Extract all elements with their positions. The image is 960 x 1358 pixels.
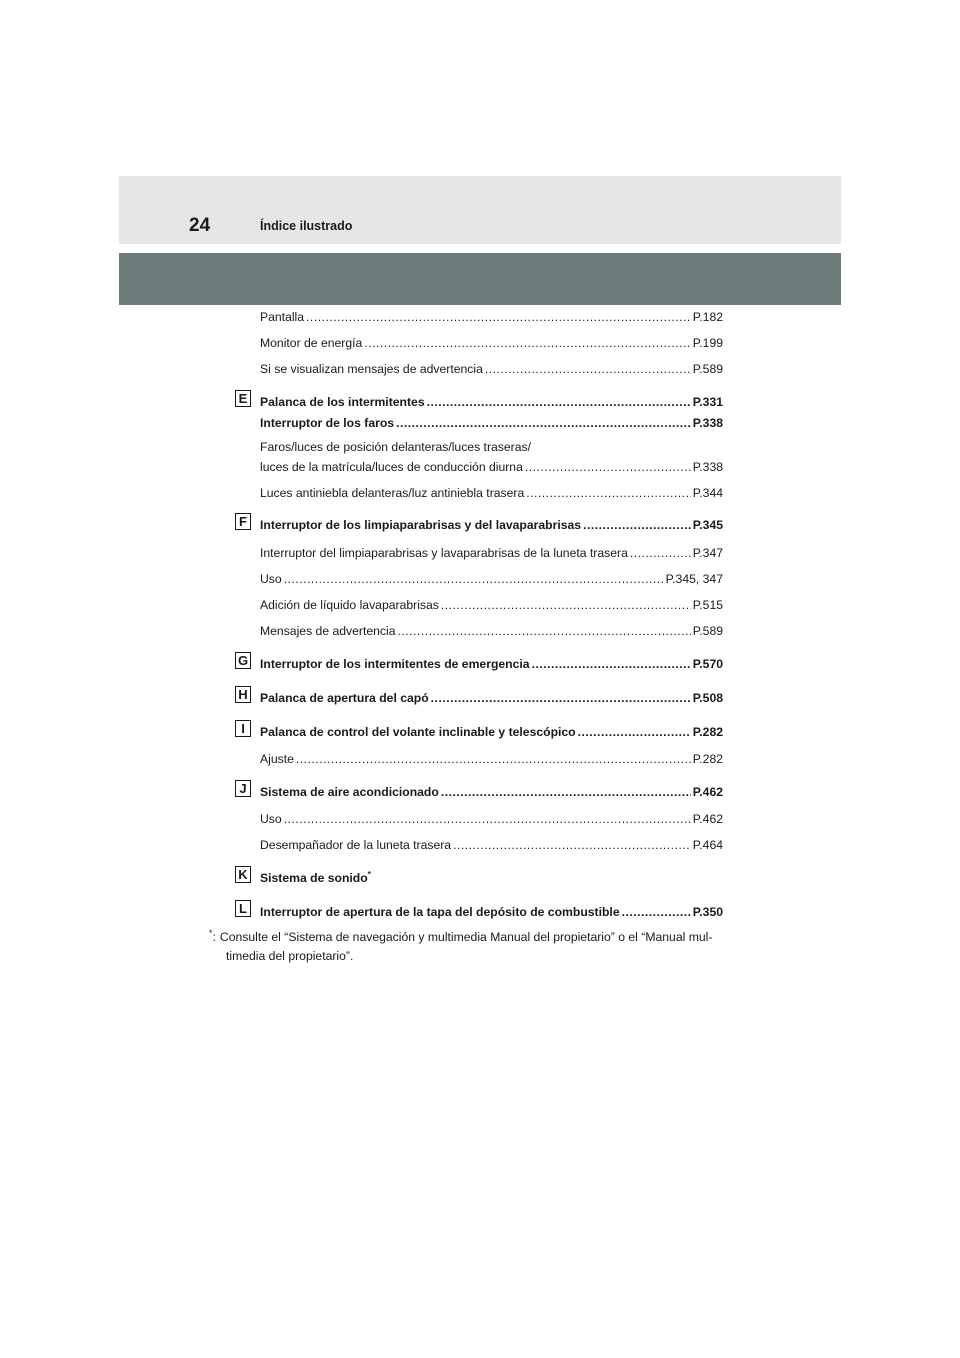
dot-leader [396, 416, 691, 431]
entry-page-ref[interactable]: P.462 [692, 812, 723, 826]
index-entry-heading[interactable] [260, 871, 723, 886]
callout-letter-j: J [235, 780, 251, 797]
entry-label: Interruptor de los faros [260, 416, 395, 430]
index-entry-heading[interactable] [260, 785, 723, 800]
entry-page-ref[interactable]: P.344 [692, 486, 723, 500]
entry-page-ref[interactable]: P.345, 347 [665, 572, 723, 586]
entry-label: Luces antiniebla delanteras/luz antiniebla trasera [260, 486, 525, 500]
entry-page-ref[interactable]: P.338 [692, 416, 723, 430]
callout-letter-l: L [235, 900, 251, 917]
index-entry-heading[interactable] [260, 416, 723, 431]
dot-leader [431, 691, 691, 706]
entry-label: Interruptor de los limpiaparabrisas y del lavaparabrisas [260, 518, 582, 532]
entry-page-ref[interactable]: P.345 [692, 518, 723, 532]
footnote-mark: * [209, 927, 213, 938]
callout-letter-g: G [235, 652, 251, 669]
index-entry[interactable] [260, 752, 723, 767]
index-entry-heading[interactable] [260, 905, 723, 920]
footnote-mark: * [367, 869, 371, 879]
footnote-line2: timedia del propietario”. [226, 949, 354, 963]
index-entry[interactable] [260, 336, 723, 351]
dot-leader [583, 518, 691, 533]
entry-label: Uso [260, 572, 282, 586]
index-entry[interactable] [260, 486, 723, 501]
dot-leader [453, 838, 691, 853]
entry-label: Interruptor del limpiaparabrisas y lavaparabrisas de la luneta trasera [260, 546, 628, 560]
entry-label: Interruptor de apertura de la tapa del depósito de combustible [260, 905, 620, 919]
dot-leader [441, 785, 691, 800]
index-entry[interactable] [260, 310, 723, 325]
page-number: 24 [189, 215, 211, 236]
entry-label: Desempañador de la luneta trasera [260, 838, 452, 852]
entry-page-ref[interactable]: P.508 [692, 691, 723, 705]
entry-page-ref[interactable]: P.570 [692, 657, 723, 671]
entry-label: Palanca de control del volante inclinable y telescópico [260, 725, 576, 739]
entry-page-ref[interactable]: P.331 [692, 395, 723, 409]
index-entry-heading[interactable] [260, 691, 723, 706]
index-entry[interactable] [260, 572, 723, 587]
dot-leader [578, 725, 691, 740]
entry-label: luces de la matrícula/luces de conducción diurna [260, 460, 523, 474]
entry-label: Sistema de aire acondicionado [260, 785, 439, 799]
dot-leader [398, 624, 691, 639]
footnote-separator: : [212, 930, 216, 944]
entry-page-ref[interactable]: P.199 [692, 336, 723, 350]
entry-label: Interruptor de los intermitentes de emergencia [260, 657, 530, 671]
entry-page-ref[interactable]: P.182 [692, 310, 723, 324]
index-entry[interactable] [260, 812, 723, 827]
dot-leader [441, 598, 691, 613]
dot-leader [364, 336, 690, 351]
entry-label: Palanca de apertura del capó [260, 691, 429, 705]
index-entry-heading[interactable] [260, 725, 723, 740]
dot-leader [526, 486, 690, 501]
index-entry[interactable] [260, 598, 723, 613]
dot-leader [485, 362, 691, 377]
entry-page-ref[interactable]: P.589 [692, 624, 723, 638]
entry-label: Uso [260, 812, 282, 826]
entry-label: Pantalla [260, 310, 305, 324]
callout-letter-k: K [235, 866, 251, 883]
entry-page-ref[interactable]: P.515 [692, 598, 723, 612]
index-entry[interactable] [260, 838, 723, 853]
dot-leader [525, 460, 691, 475]
entry-label: Monitor de energía [260, 336, 363, 350]
entry-page-ref[interactable]: P.282 [692, 752, 723, 766]
entry-page-ref[interactable]: P.282 [692, 725, 723, 739]
entry-label: Palanca de los intermitentes [260, 395, 425, 409]
index-entry[interactable] [260, 546, 723, 561]
entry-page-ref[interactable]: P.350 [692, 905, 723, 919]
dot-leader [284, 812, 691, 827]
callout-letter-f: F [235, 513, 251, 530]
dot-leader [622, 905, 691, 920]
index-entry-heading[interactable] [260, 395, 723, 410]
dot-leader [630, 546, 691, 561]
entry-label: Sistema de sonido [260, 871, 368, 885]
footnote-line1: Consulte el “Sistema de navegación y multimedia Manual del propietario” o el “Manual mul- [219, 930, 713, 944]
entry-page-ref[interactable]: P.462 [692, 785, 723, 799]
entry-label: Mensajes de advertencia [260, 624, 396, 638]
index-entry[interactable] [260, 362, 723, 377]
index-entry-heading[interactable] [260, 657, 723, 672]
entry-label: Adición de líquido lavaparabrisas [260, 598, 439, 612]
section-title: Índice ilustrado [260, 219, 353, 233]
entry-label: Ajuste [260, 752, 294, 766]
dot-leader [284, 572, 664, 587]
index-entry[interactable] [260, 624, 723, 639]
entry-page-ref[interactable]: P.464 [692, 838, 723, 852]
callout-letter-h: H [235, 686, 251, 703]
dot-leader [532, 657, 691, 672]
index-entry[interactable] [260, 460, 723, 475]
entry-label-line1: Faros/luces de posición delanteras/luces traseras/ [260, 440, 531, 454]
index-entry-heading[interactable] [260, 518, 723, 533]
entry-page-ref[interactable]: P.338 [692, 460, 723, 474]
footnote [209, 928, 749, 966]
entry-label: Si se visualizan mensajes de advertencia [260, 362, 483, 376]
dot-leader [296, 752, 691, 767]
dot-leader [306, 310, 691, 325]
callout-letter-i: I [235, 720, 251, 737]
dot-leader [427, 395, 691, 410]
entry-page-ref[interactable]: P.347 [692, 546, 723, 560]
callout-letter-e: E [235, 390, 251, 407]
entry-page-ref[interactable]: P.589 [692, 362, 723, 376]
